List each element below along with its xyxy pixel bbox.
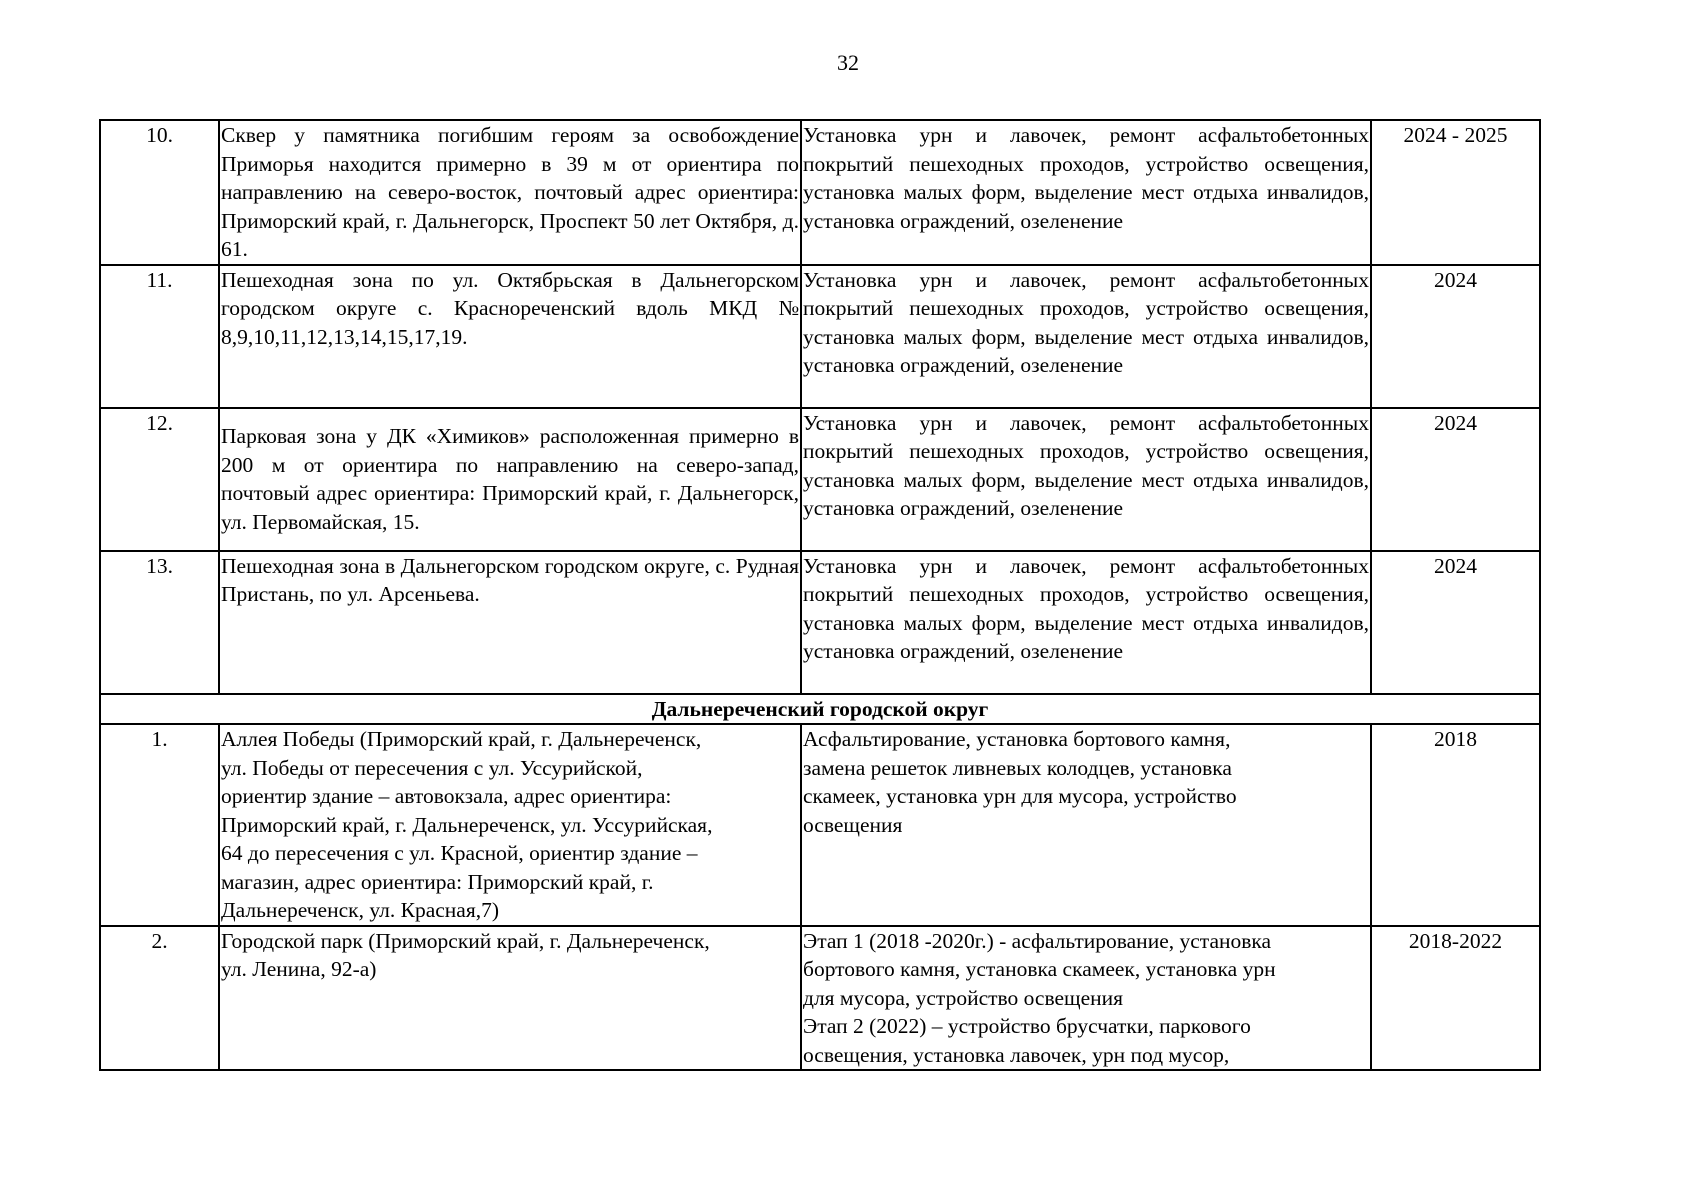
address-line: ул. Победы от пересечения с ул. Уссурийской, xyxy=(221,755,643,780)
page-number: 32 xyxy=(837,50,859,75)
object-address: Сквер у памятника погибшим героям за освобождение Приморья находится примерно в 39 м от ориентира по направлению на северо-восток, почтовый адрес ориентира: Приморский край, г. Дальнегорск, Проспект 50 лет Октября, д. 61. xyxy=(219,120,801,265)
row-number: 13. xyxy=(100,551,219,694)
address-line: магазин, адрес ориентира: Приморский край, г. xyxy=(221,869,654,894)
table-row xyxy=(100,408,1540,551)
implementation-year: 2024 xyxy=(1371,265,1540,408)
row-number: 11. xyxy=(100,265,219,408)
implementation-year: 2018 xyxy=(1371,724,1540,926)
planned-works: Установка урн и лавочек, ремонт асфальтобетонных покрытий пешеходных проходов, устройство освещения, установка малых форм, выделение мест отдыха инвалидов, установка ограждений, озеленение xyxy=(801,265,1371,408)
object-address: Пешеходная зона по ул. Октябрьская в Дальнегорском городском округе с. Краснореченский вдоль МКД № 8,9,10,11,12,13,14,15,17,19. xyxy=(219,265,801,408)
implementation-year: 2024 - 2025 xyxy=(1371,120,1540,265)
address-line: ул. Ленина, 92-а) xyxy=(221,957,377,981)
table-row xyxy=(100,265,1540,408)
object-address: Пешеходная зона в Дальнегорском городском округе, с. Рудная Пристань, по ул. Арсеньева. xyxy=(219,551,801,694)
works-line: освещения, установка лавочек, урн под мусор, xyxy=(803,1042,1230,1067)
object-address xyxy=(219,724,801,926)
works-line: освещения xyxy=(803,812,903,837)
implementation-year: 2024 xyxy=(1371,408,1540,551)
address-line: 64 до пересечения с ул. Красной, ориентир здание – xyxy=(221,841,698,865)
works-line: Этап 1 (2018 -2020г.) - асфальтирование, установка xyxy=(803,928,1272,953)
planned-works: Установка урн и лавочек, ремонт асфальтобетонных покрытий пешеходных проходов, устройство освещения, установка малых форм, выделение мест отдыха инвалидов, установка ограждений, озеленение xyxy=(801,408,1371,551)
improvement-table xyxy=(99,119,1541,1071)
planned-works xyxy=(801,926,1371,1071)
planned-works: Установка урн и лавочек, ремонт асфальтобетонных покрытий пешеходных проходов, устройство освещения, установка малых форм, выделение мест отдыха инвалидов, установка ограждений, озеленение xyxy=(801,551,1371,694)
address-line: Дальнереченск, ул. Красная,7) xyxy=(221,898,500,922)
implementation-year: 2024 xyxy=(1371,551,1540,694)
table-row xyxy=(100,120,1540,265)
works-line: для мусора, устройство освещения xyxy=(803,985,1124,1010)
address-line: Приморский край, г. Дальнереченск, ул. Уссурийская, xyxy=(221,812,713,837)
address-line: Аллея Победы (Приморский край, г. Дальнереченск, xyxy=(221,727,702,751)
row-number: 12. xyxy=(100,408,219,551)
row-number: 10. xyxy=(100,120,219,265)
implementation-year: 2018-2022 xyxy=(1371,926,1540,1071)
works-line: замена решеток ливневых колодцев, установка xyxy=(803,755,1232,780)
address-line: Городской парк (Приморский край, г. Дальнереченск, xyxy=(221,928,710,953)
section-title: Дальнереченский городской округ xyxy=(100,694,1540,725)
works-line: скамеек, установка урн для мусора, устройство xyxy=(803,784,1237,808)
table-row xyxy=(100,926,1540,1071)
table-row xyxy=(100,724,1540,926)
works-line: Этап 2 (2022) – устройство брусчатки, паркового xyxy=(803,1014,1251,1038)
object-address xyxy=(219,926,801,1071)
works-line: Асфальтирование, установка бортового камня, xyxy=(803,727,1231,751)
table-row xyxy=(100,551,1540,694)
object-address: Парковая зона у ДК «Химиков» расположенная примерно в 200 м от ориентира по направлению на северо-запад, почтовый адрес ориентира: Приморский край, г. Дальнегорск, ул. Первомайская, 15. xyxy=(219,408,801,551)
planned-works: Установка урн и лавочек, ремонт асфальтобетонных покрытий пешеходных проходов, устройство освещения, установка малых форм, выделение мест отдыха инвалидов, установка ограждений, озеленение xyxy=(801,120,1371,265)
row-number: 1. xyxy=(100,724,219,926)
planned-works xyxy=(801,724,1371,926)
address-line: ориентир здание – автовокзала, адрес ориентира: xyxy=(221,784,672,808)
works-line: бортового камня, установка скамеек, установка урн xyxy=(803,957,1276,981)
row-number: 2. xyxy=(100,926,219,1071)
section-header-row xyxy=(100,694,1540,725)
